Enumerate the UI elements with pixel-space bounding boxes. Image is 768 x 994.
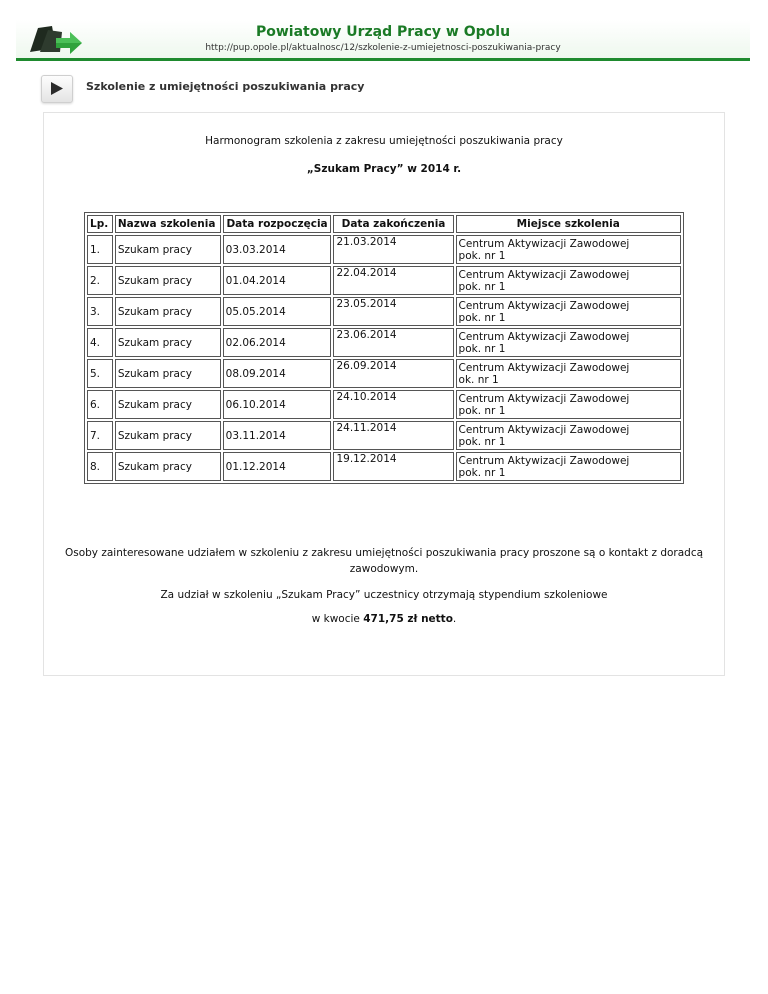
cell-end: 21.03.2014 bbox=[333, 235, 453, 264]
place-line-1: Centrum Aktywizacji Zawodowej bbox=[458, 299, 630, 312]
place-line-2: pok. nr 1 bbox=[458, 466, 506, 479]
cell-start: 01.12.2014 bbox=[223, 452, 332, 481]
stipend-text: Za udział w szkoleniu „Szukam Pracy” uczestnicy otrzymają stypendium szkoleniowe bbox=[160, 589, 608, 601]
place-line-1: Centrum Aktywizacji Zawodowej bbox=[458, 268, 630, 281]
col-header-lp: Lp. bbox=[87, 215, 113, 233]
cell-name: Szukam pracy bbox=[115, 328, 221, 357]
cell-lp: 2. bbox=[87, 266, 113, 295]
content-panel bbox=[43, 112, 725, 676]
cell-place bbox=[456, 328, 681, 357]
page-url: http://pup.opole.pl/aktualnosc/12/szkolenie-z-umiejetnosci-poszukiwania-pracy bbox=[205, 43, 561, 53]
cell-place bbox=[456, 297, 681, 326]
article-arrow-button bbox=[41, 75, 73, 103]
cell-end: 24.10.2014 bbox=[333, 390, 453, 419]
cell-place bbox=[456, 421, 681, 450]
cell-name: Szukam pracy bbox=[115, 235, 221, 264]
site-title[interactable]: Powiatowy Urząd Pracy w Opolu bbox=[255, 24, 511, 40]
table-row bbox=[87, 328, 681, 357]
cell-lp: 8. bbox=[87, 452, 113, 481]
cell-start: 08.09.2014 bbox=[223, 359, 332, 388]
cell-end: 26.09.2014 bbox=[333, 359, 453, 388]
place-line-2: pok. nr 1 bbox=[458, 280, 506, 293]
table-row bbox=[87, 452, 681, 481]
table-row bbox=[87, 266, 681, 295]
col-header-end: Data zakończenia bbox=[333, 215, 453, 233]
contact-text: Osoby zainteresowane udziałem w szkoleniu z zakresu umiejętności poszukiwania pracy proszone są o kontakt z doradcą zawodowym. bbox=[64, 547, 704, 575]
cell-lp: 3. bbox=[87, 297, 113, 326]
table-row bbox=[87, 297, 681, 326]
cell-start: 03.03.2014 bbox=[223, 235, 332, 264]
cell-name: Szukam pracy bbox=[115, 421, 221, 450]
cell-place bbox=[456, 235, 681, 264]
amount-value: 471,75 zł netto bbox=[363, 613, 453, 625]
cell-start: 02.06.2014 bbox=[223, 328, 332, 357]
play-arrow-icon bbox=[51, 82, 63, 95]
col-header-place: Miejsce szkolenia bbox=[456, 215, 681, 233]
cell-end: 19.12.2014 bbox=[333, 452, 453, 481]
table-header-row bbox=[87, 215, 681, 233]
cell-end: 24.11.2014 bbox=[333, 421, 453, 450]
place-line-2: ok. nr 1 bbox=[458, 373, 499, 386]
amount-line bbox=[44, 613, 724, 625]
cell-place bbox=[456, 266, 681, 295]
cell-end: 23.06.2014 bbox=[333, 328, 453, 357]
cell-start: 06.10.2014 bbox=[223, 390, 332, 419]
cell-lp: 7. bbox=[87, 421, 113, 450]
cell-name: Szukam pracy bbox=[115, 359, 221, 388]
place-line-1: Centrum Aktywizacji Zawodowej bbox=[458, 454, 630, 467]
table-row bbox=[87, 359, 681, 388]
place-line-1: Centrum Aktywizacji Zawodowej bbox=[458, 237, 630, 250]
cell-start: 01.04.2014 bbox=[223, 266, 332, 295]
cell-place bbox=[456, 452, 681, 481]
intro-text: Harmonogram szkolenia z zakresu umiejętności poszukiwania pracy bbox=[205, 135, 563, 147]
place-line-2: pok. nr 1 bbox=[458, 342, 506, 355]
place-line-2: pok. nr 1 bbox=[458, 311, 506, 324]
place-line-1: Centrum Aktywizacji Zawodowej bbox=[458, 392, 630, 405]
cell-lp: 5. bbox=[87, 359, 113, 388]
site-header bbox=[16, 20, 750, 61]
col-header-start: Data rozpoczęcia bbox=[223, 215, 332, 233]
cell-name: Szukam pracy bbox=[115, 266, 221, 295]
subtitle-text: „Szukam Pracy” w 2014 r. bbox=[306, 163, 462, 175]
article-title: Szkolenie z umiejętności poszukiwania pracy bbox=[86, 80, 365, 93]
place-line-1: Centrum Aktywizacji Zawodowej bbox=[458, 361, 630, 374]
table-row bbox=[87, 235, 681, 264]
cell-start: 05.05.2014 bbox=[223, 297, 332, 326]
place-line-2: pok. nr 1 bbox=[458, 249, 506, 262]
cell-lp: 6. bbox=[87, 390, 113, 419]
table-row bbox=[87, 421, 681, 450]
cell-end: 22.04.2014 bbox=[333, 266, 453, 295]
cell-lp: 4. bbox=[87, 328, 113, 357]
table-row bbox=[87, 390, 681, 419]
cell-lp: 1. bbox=[87, 235, 113, 264]
place-line-2: pok. nr 1 bbox=[458, 435, 506, 448]
cell-name: Szukam pracy bbox=[115, 390, 221, 419]
col-header-name: Nazwa szkolenia bbox=[115, 215, 221, 233]
place-line-2: pok. nr 1 bbox=[458, 404, 506, 417]
cell-start: 03.11.2014 bbox=[223, 421, 332, 450]
cell-name: Szukam pracy bbox=[115, 297, 221, 326]
cell-name: Szukam pracy bbox=[115, 452, 221, 481]
schedule-table bbox=[84, 212, 684, 484]
amount-prefix: w kwocie bbox=[311, 613, 364, 625]
place-line-1: Centrum Aktywizacji Zawodowej bbox=[458, 330, 630, 343]
cell-place bbox=[456, 390, 681, 419]
place-line-1: Centrum Aktywizacji Zawodowej bbox=[458, 423, 630, 436]
cell-place bbox=[456, 359, 681, 388]
cell-end: 23.05.2014 bbox=[333, 297, 453, 326]
amount-suffix: . bbox=[452, 613, 457, 625]
